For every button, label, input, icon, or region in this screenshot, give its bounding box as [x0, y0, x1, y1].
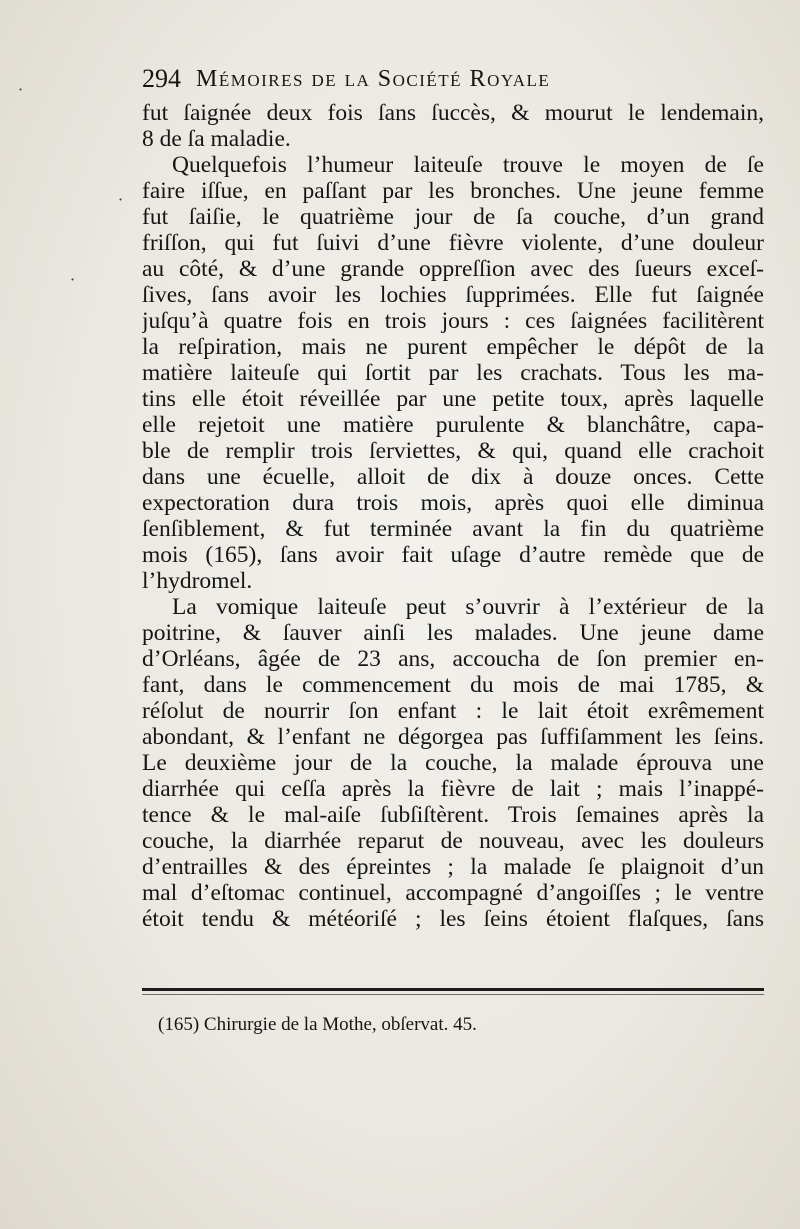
text-line: abondant, & l’enfant ne dégorgea pas ſuffiſamment les ſeins. — [142, 724, 764, 750]
text-line: 8 de ſa maladie. — [142, 126, 291, 152]
running-title: Mémoires de la Société Royale — [196, 66, 551, 92]
page-header — [142, 62, 762, 96]
text-line: mal d’eſtomac continuel, accompagné d’angoiſſes ; le ventre — [142, 880, 764, 906]
text-line: tence & le mal-aiſe ſubſiſtèrent. Trois ſemaines après la — [142, 802, 764, 828]
text-line: Quelquefois l’humeur laiteuſe trouve le moyen de ſe — [172, 152, 764, 178]
text-line: ſives, ſans avoir les lochies ſupprimées. Elle fut ſaignée — [142, 282, 764, 308]
text-line: fant, dans le commencement du mois de mai 1785, & — [142, 672, 764, 698]
text-line: l’hydromel. — [142, 568, 253, 594]
margin-speck: · — [118, 190, 124, 209]
page-number: 294 — [142, 64, 181, 93]
text-line: ſenſiblement, & fut terminée avant la fin du quatrième — [142, 516, 764, 542]
text-line: friſſon, qui fut ſuivi d’une fièvre violente, d’une douleur — [142, 230, 764, 256]
margin-speck: · — [70, 270, 76, 289]
text-line: couche, la diarrhée reparut de nouveau, avec les douleurs — [142, 828, 764, 854]
margin-speck: · — [18, 80, 24, 99]
text-line: d’Orléans, âgée de 23 ans, accoucha de ſon premier en- — [142, 646, 764, 672]
footnote: (165) Chirurgie de la Mothe, obſervat. 45. — [158, 1014, 477, 1035]
text-line: tins elle étoit réveillée par une petite toux, après laquelle — [142, 386, 764, 412]
text-line: faire iſſue, en paſſant par les bronches. Une jeune femme — [142, 178, 764, 204]
footnote-rule — [142, 988, 764, 991]
text-line: d’entrailles & des épreintes ; la malade ſe plaignoit d’un — [142, 854, 764, 880]
text-line: ble de remplir trois ſerviettes, & qui, quand elle crachoit — [142, 438, 764, 464]
body-text — [142, 100, 764, 932]
text-line: elle rejetoit une matière purulente & blanchâtre, capa- — [142, 412, 764, 438]
text-line: poitrine, & ſauver ainſi les malades. Une jeune dame — [142, 620, 764, 646]
text-line: étoit tendu & météoriſé ; les ſeins étoient flaſques, ſans — [142, 906, 764, 932]
text-line: diarrhée qui ceſſa après la fièvre de lait ; mais l’inappé- — [142, 776, 764, 802]
text-line: la reſpiration, mais ne purent empêcher le dépôt de la — [142, 334, 764, 360]
text-line: juſqu’à quatre fois en trois jours : ces ſaignées facilitèrent — [142, 308, 764, 334]
footnote-rule-thin — [142, 994, 764, 995]
text-line: La vomique laiteuſe peut s’ouvrir à l’extérieur de la — [172, 594, 764, 620]
text-line: fut ſaignée deux fois ſans ſuccès, & mourut le lendemain, — [142, 100, 764, 126]
text-line: Le deuxième jour de la couche, la malade éprouva une — [142, 750, 764, 776]
text-line: au côté, & d’une grande oppreſſion avec des ſueurs exceſ- — [142, 256, 764, 282]
text-line: fut ſaiſie, le quatrième jour de ſa couche, d’un grand — [142, 204, 764, 230]
text-line: mois (165), ſans avoir fait uſage d’autre remède que de — [142, 542, 764, 568]
text-line: matière laiteuſe qui ſortit par les crachats. Tous les ma- — [142, 360, 764, 386]
text-line: dans une écuelle, alloit de dix à douze onces. Cette — [142, 464, 764, 490]
text-line: expectoration dura trois mois, après quoi elle diminua — [142, 490, 764, 516]
text-line: réſolut de nourrir ſon enfant : le lait étoit exrêmement — [142, 698, 764, 724]
